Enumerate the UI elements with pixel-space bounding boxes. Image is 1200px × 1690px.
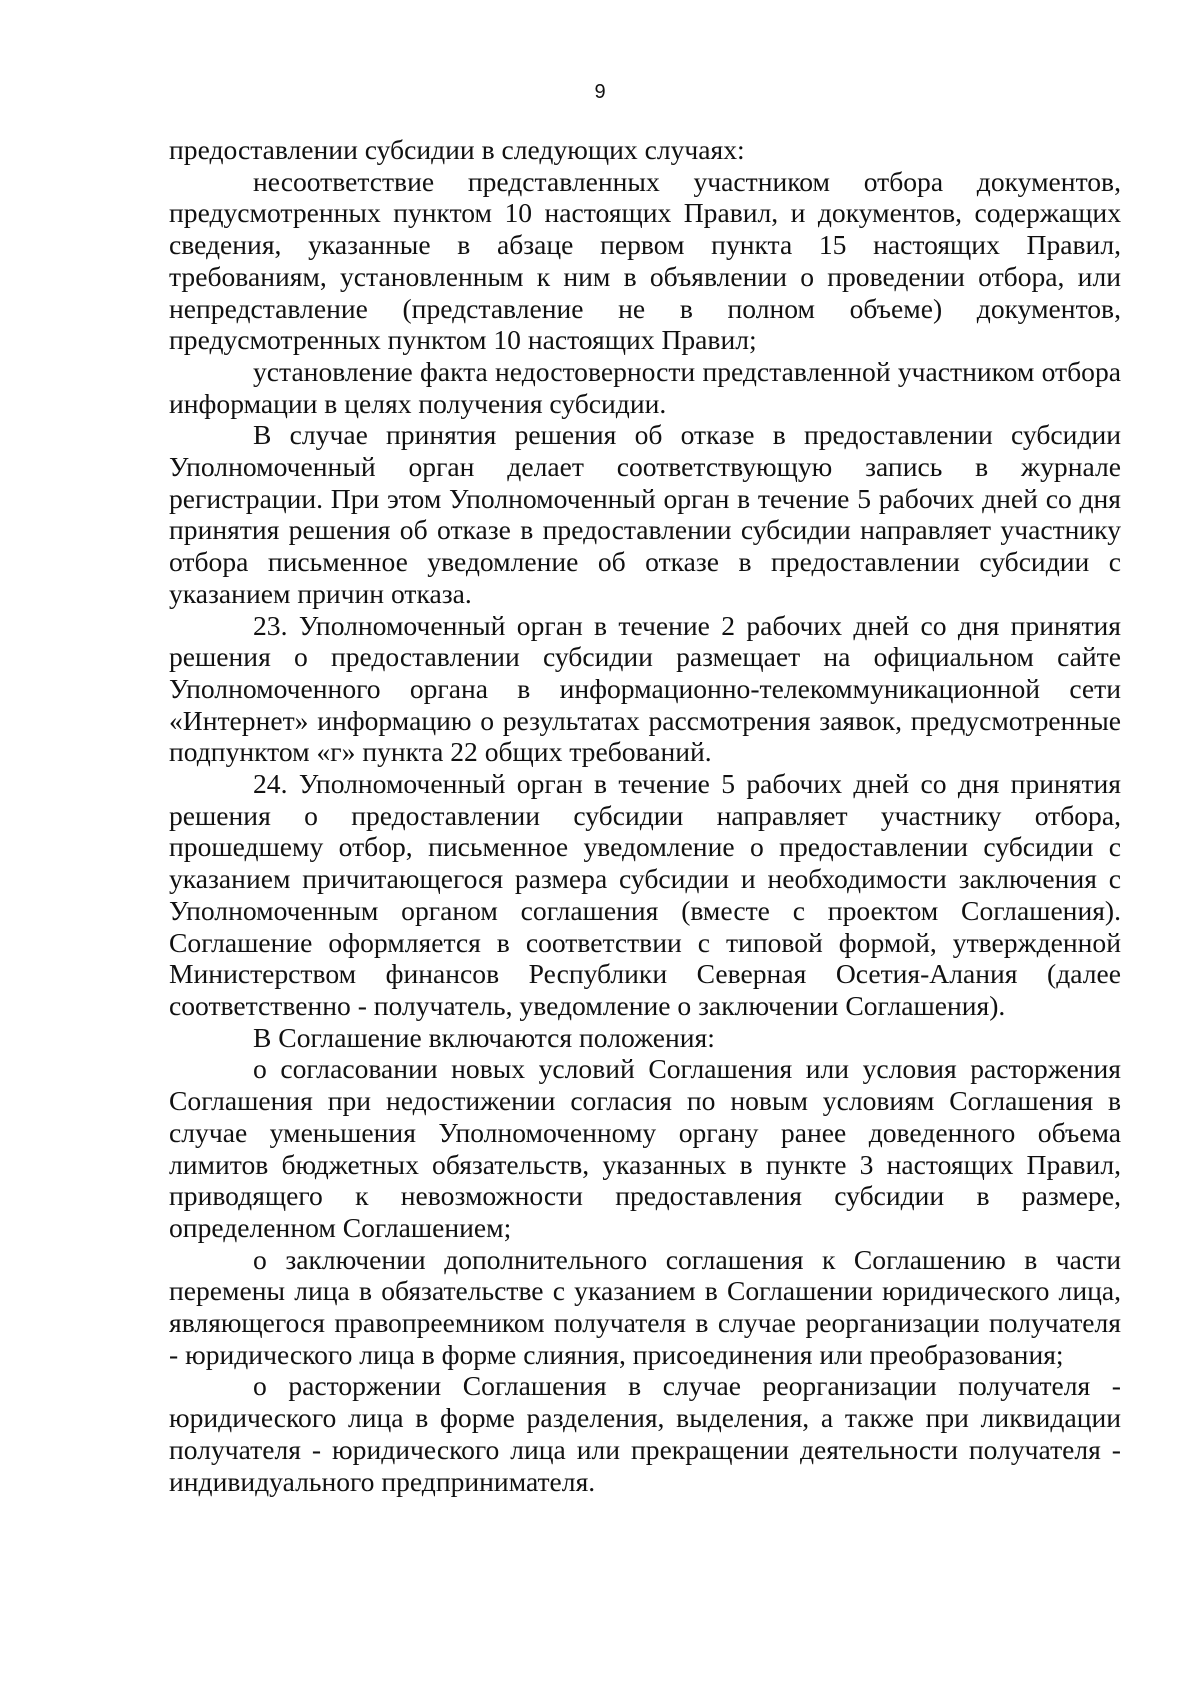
paragraph-clause-23: 23. Уполномоченный орган в течение 2 рабочих дней со дня принятия решения о предоставлении субсидии размещает на официальном сайте Уполномоченного органа в информационно-телекоммуникационной сети «Интернет» информацию о результатах рассмотрения заявок, предусмотренные подпунктом «г» пункта 22 общих требований. — [169, 609, 1121, 768]
document-body — [169, 134, 1121, 1497]
paragraph-refusal: В случае принятия решения об отказе в предоставлении субсидии Уполномоченный орган делает соответствующую запись в журнале регистрации. При этом Уполномоченный орган в течение 5 рабочих дней со дня принятия решения об отказе в предоставлении субсидии направляет участнику отбора письменное уведомление об отказе в предоставлении субсидии с указанием причин отказа. — [169, 419, 1121, 609]
paragraph-new-conditions: о согласовании новых условий Соглашения или условия расторжения Соглашения при недостижении согласия по новым условиям Соглашения в случае уменьшения Уполномоченному органу ранее доведенного объема лимитов бюджетных обязательств, указанных в пункте 3 настоящих Правил, приводящего к невозможности предоставления субсидии в размере, определенном Соглашением; — [169, 1053, 1121, 1243]
paragraph-clause-24: 24. Уполномоченный орган в течение 5 рабочих дней со дня принятия решения о предоставлении субсидии направляет участнику отбора, прошедшему отбор, письменное уведомление о предоставлении субсидии с указанием причитающегося размера субсидии и необходимости заключения с Уполномоченным органом соглашения (вместе с проектом Соглашения). Соглашение оформляется в соответствии с типовой формой, утвержденной Министерством финансов Республики Северная Осетия-Алания (далее соответственно - получатель, уведомление о заключении Соглашения). — [169, 768, 1121, 1021]
paragraph-continuation: предоставлении субсидии в следующих случаях: — [169, 134, 745, 165]
paragraph-termination: о расторжении Соглашения в случае реорганизации получателя - юридического лица в форме разделения, выделения, а также при ликвидации получателя - юридического лица или прекращении деятельности получателя - индивидуального предпринимателя. — [169, 1370, 1121, 1497]
page-number: 9 — [594, 81, 606, 103]
paragraph-nonconformity: несоответствие представленных участником отбора документов, предусмотренных пунктом 10 настоящих Правил, и документов, содержащих сведения, указанные в абзаце первом пункта 15 настоящих Правил, требованиям, установленным к ним в объявлении о проведении отбора, или непредставление (представление не в полном объеме) документов, предусмотренных пунктом 10 настоящих Правил; — [169, 165, 1121, 356]
paragraph-false-information: установление факта недостоверности представленной участником отбора информации в целях получения субсидии. — [169, 355, 1121, 419]
paragraph-additional-agreement: о заключении дополнительного соглашения к Соглашению в части перемены лица в обязательстве с указанием в Соглашении юридического лица, являющегося правопреемником получателя в случае реорганизации получателя - юридического лица в форме слияния, присоединения или преобразования; — [169, 1243, 1121, 1370]
paragraph-agreement-provisions: В Соглашение включаются положения: — [253, 1021, 715, 1053]
